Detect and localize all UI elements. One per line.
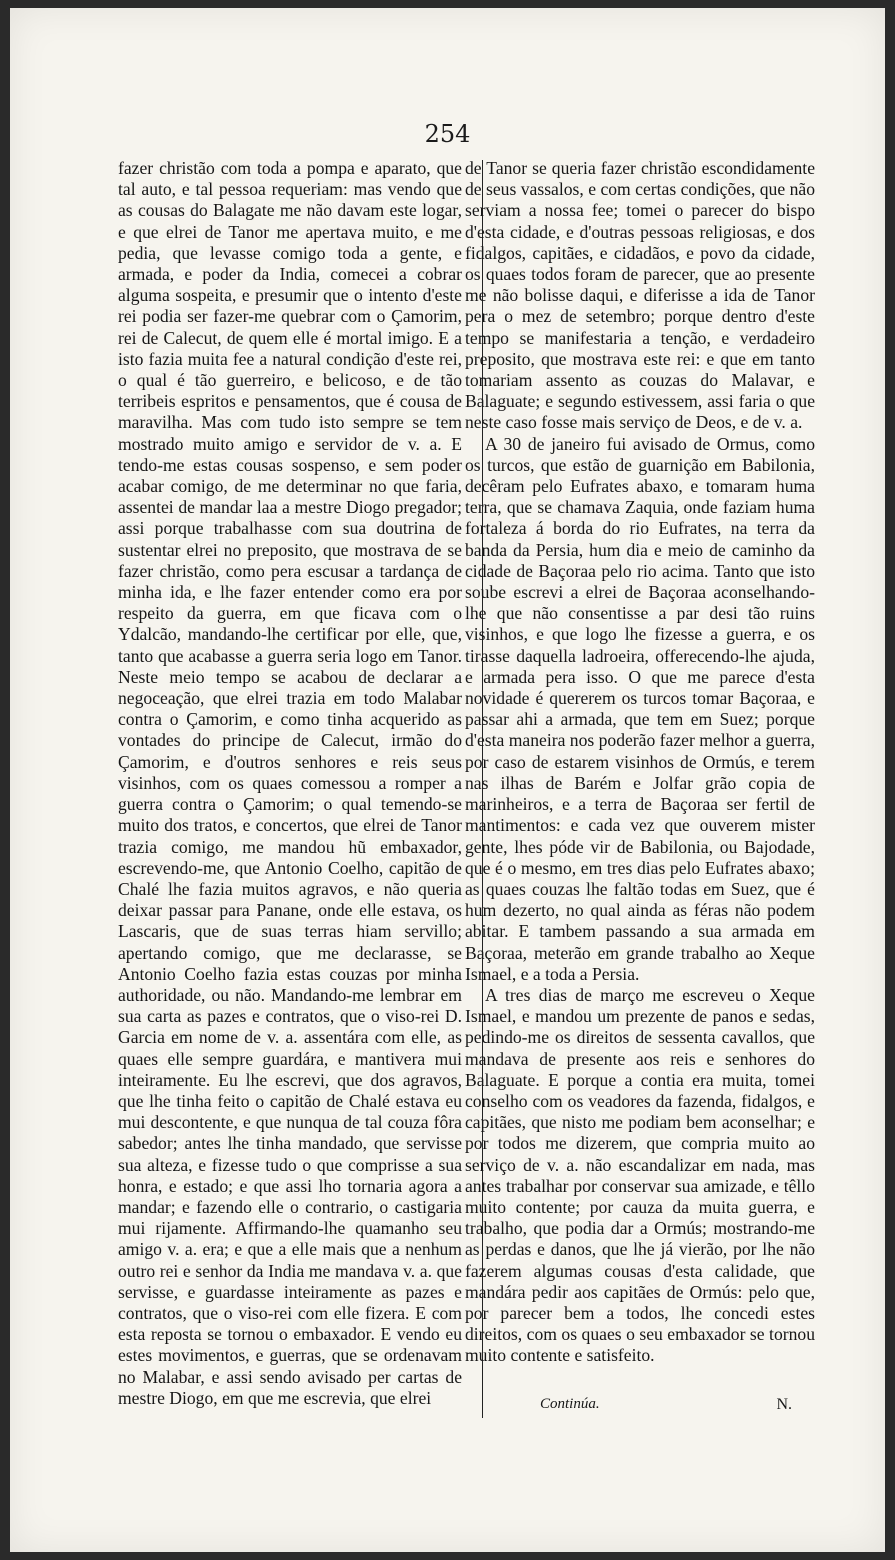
page-number: 254 <box>424 120 471 148</box>
signature-mark: N. <box>776 1396 792 1413</box>
right-column <box>465 158 815 1367</box>
newspaper-page <box>10 8 885 1552</box>
continua-label: Continúa. <box>540 1396 600 1412</box>
left-column <box>118 158 462 1409</box>
right-paragraph-2: A 30 de janeiro fui avisado de Ormus, como os turcos, que estão de guarnição em Babilonia, decêram pelo Eufrates abaxo, e tomaram huma terra, que se chamava Zaquia, onde faziam huma fortaleza á borda do rio Eufrates, na terra da banda da Persia, hum dia e meio de caminho da cidade de Baçoraa pelo rio acima. Tanto que isto soube escrevi a elrei de Baçoraa aconselhando-lhe que não consentisse a par desi tão ruins visinhos, e que logo lhe fizesse a guerra, e os tirasse daquella ladroeira, offerecendo-lhe ajuda, e armada pera isso. O que me parece d'esta novidade é quererem os turcos tomar Baçoraa, e passar ahi a armada, que tem em Suez; porque d'esta maneira nos poderão fazer melhor a guerra, por caso de estarem visinhos de Ormús, e terem nas ilhas de Barém e Jolfar grão copia de marinheiros, e a terra de Baçoraa ser fertil de mantimentos: e cada vez que ouverem mister gente, lhes póde vir de Babilonia, ou Bajodade, que é o mesmo, em tres dias pelo Eufrates abaxo; as quaes couzas lhe faltão todas em Suez, que é hum dezerto, no qual ainda as féras não podem abitar. E tambem passando a sua armada em Baçoraa, meterão em grande trabalho ao Xeque Ismael, e a toda a Persia. <box>465 433 815 984</box>
left-paragraph-1: fazer christão com toda a pompa e aparato, que tal auto, e tal pessoa requeriam: mas vendo que as cousas do Balagate me não davam este logar, e que elrei de Tanor me apertava muito, e me pedia, que levasse comigo toda a gente, e armada, e poder da India, comecei a cobrar alguma sospeita, e presumir que o intento d'este rei podia ser fazer-me quebrar com o Çamorim, rei de Calecut, de quem elle é mortal imigo. E a isto fazia muita fee a natural condição d'este rei, o qual é tão guerreiro, e belicoso, e de tão terribeis espritos e pensamentos, que é cousa de maravilha. Mas com tudo isto sempre se tem mostrado muito amigo e servidor de v. a. E tendo-me estas cousas sospenso, e sem poder acabar comigo, de me determinar no que faria, assentei de mandar laa a mestre Diogo pregador; assi porque trabalhasse com sua doutrina de sustentar elrei no preposito, que mostrava de se fazer christão, como pera escusar a tardança de minha ida, e lhe fazer entender como era por respeito da guerra, em que ficava com o Ydalcão, mandando-lhe certificar por elle, que, tanto que acabasse a guerra seria logo em Tanor. Neste meio tempo se acabou de declarar a negoceação, que elrei trazia em todo Malabar contra o Çamorim, e como tinha acquerido as vontades do principe de Calecut, irmão do Çamorim, e d'outros senhores e reis seus visinhos, com os quaes comessou a romper a guerra contra o Çamorim; o qual temendo-se muito dos tratos, e concertos, que elrei de Tanor trazia comigo, me mandou hũ embaxador, escrevendo-me, que Antonio Coelho, capitão de Chalé lhe fazia muitos agravos, e não queria deixar passar para Panane, onde elle estava, os Lascaris, que de suas terras hiam servillo; apertando comigo, que me declarasse, se Antonio Coelho fazia estas couzas por minha authoridade, ou não. Mandando-me lembrar em sua carta as pazes e contratos, que o viso-rei D. Garcia em nome de v. a. assentára com elle, as quaes elle sempre guardára, e mantivera mui inteiramente. Eu lhe escrevi, que dos agravos, que lhe tinha feito o capitão de Chalé estava eu mui descontente, e que nunqua de tal couza fôra sabedor; antes lhe tinha mandado, que servisse sua alteza, e fizesse tudo o que comprisse a sua honra, e estado; e que assi lho tornaria agora a mandar; e fazendo elle o contrario, o castigaria mui rijamente. Affirmando-lhe quamanho seu amigo v. a. era; e que a elle mais que a nenhum outro rei e senhor da India me mandava v. a. que servisse, e guardasse inteiramente as pazes e contratos, que o viso-rei com elle fizera. E com esta reposta se tornou o embaxador. E vendo eu estes movimentos, e guerras, que se ordenavam no Malabar, e assi sendo avisado per cartas de mestre Diogo, em que me escrevia, que elrei <box>118 158 462 1408</box>
right-paragraph-3: A tres dias de março me escreveu o Xeque Ismael, e mandou um prezente de panos e sedas, pedindo-me os direitos de sessenta cavallos, que mandava de presente aos reis e senhores do Balaguate. E porque a contia era muita, tomei conselho com os veadores da fazenda, fidalgos, e capitães, que nisto me podiam bem aconselhar; e por todos me dizerem, que compria muito ao serviço de v. a. não escandalizar em nada, mas antes trabalhar por conservar sua amizade, e têllo muito contente; por cauza da muita guerra, e trabalho, que podia dar a Ormús; mostrando-me as perdas e danos, que lhe já vierão, por lhe não fazerem algumas cousas d'esta calidade, que mandára pedir aos capitães de Ormús: pelo que, por parecer bem a todos, lhe concedi estes direitos, com os quaes o seu embaxador se tornou muito contente e satisfeito. <box>465 984 815 1366</box>
right-paragraph-1: de Tanor se queria fazer christão escondidamente de seus vassalos, e com certas condições, que não serviam a nossa fee; tomei o parecer do bispo d'esta cidade, e d'outras pessoas religiosas, e dos fidalgos, capitães, e cidadãos, e povo da cidade, os quaes todos foram de parecer, que ao presente me não bolisse daqui, e diferisse a ida de Tanor pera o mez de setembro; porque dentro d'este tempo se manifestaria a tenção, e verdadeiro preposito, que mostrava este rei: e que em tanto tomariam assento as couzas do Malavar, e Balaguate; e segundo estivessem, assi faria o que neste caso fosse mais serviço de Deos, e de v. a. <box>465 158 815 433</box>
